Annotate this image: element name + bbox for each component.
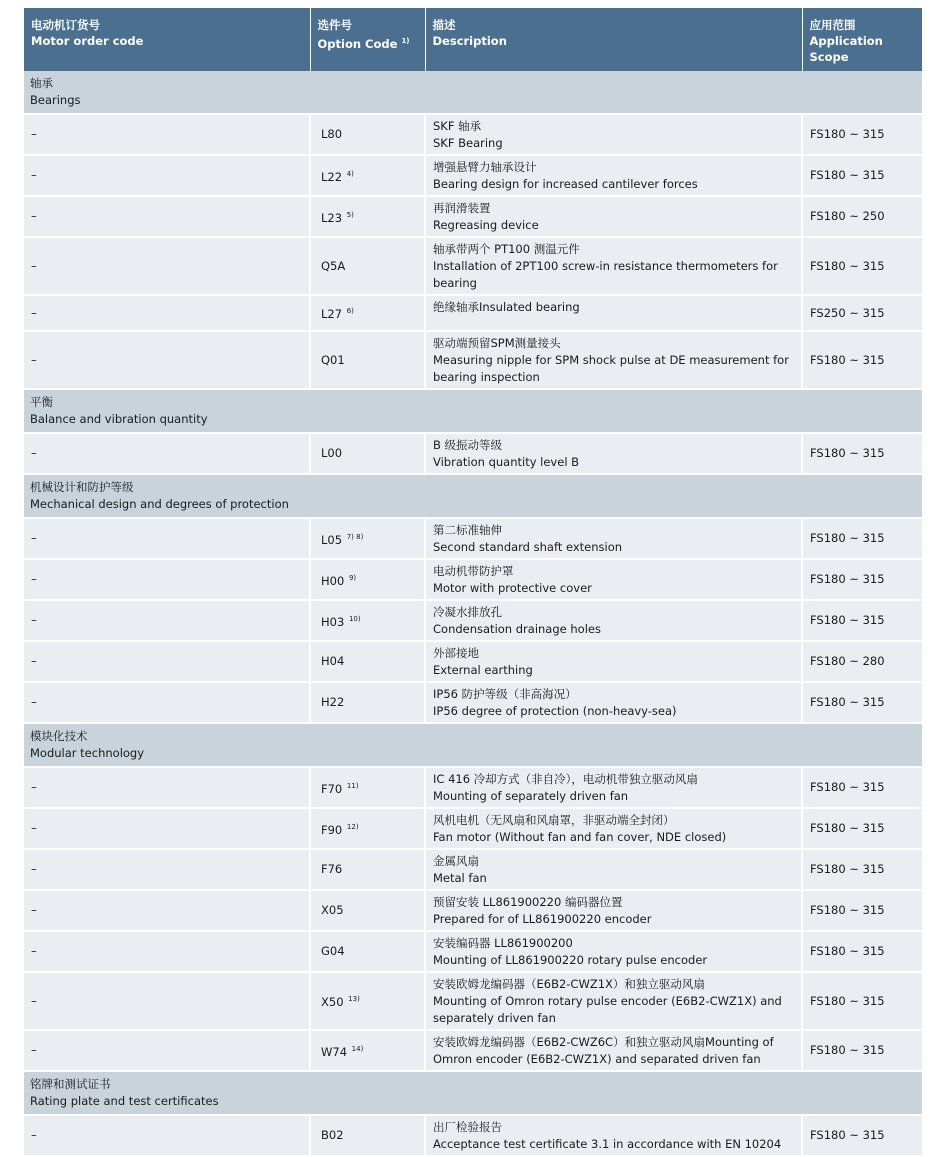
description-line: 金属风扇 xyxy=(433,854,479,868)
option-code-cell xyxy=(310,972,425,1030)
table-row xyxy=(24,1115,922,1156)
description-cell xyxy=(425,767,802,808)
motor-order-code-cell: – xyxy=(24,767,310,808)
description-line: 绝缘轴承Insulated bearing xyxy=(433,300,580,314)
header-col2-en: Option Code xyxy=(317,36,398,51)
application-scope-cell: FS180 ~ 315 xyxy=(802,600,922,641)
application-scope-cell: FS180 ~ 250 xyxy=(802,196,922,237)
motor-order-code-cell: – xyxy=(24,808,310,849)
description-line: 电动机带防护罩 xyxy=(433,564,514,578)
application-scope-cell: FS180 ~ 315 xyxy=(802,767,922,808)
description-line: Metal fan xyxy=(433,871,487,885)
option-code: L05 xyxy=(321,532,343,547)
option-code: L23 xyxy=(321,210,343,225)
table-row xyxy=(24,518,922,559)
description-line: Prepared for of LL861900220 encoder xyxy=(433,912,652,926)
description-line: Vibration quantity level B xyxy=(433,455,580,469)
motor-order-code-cell: – xyxy=(24,890,310,931)
header-application-scope xyxy=(802,8,922,71)
footnote-reference: 14) xyxy=(351,1044,364,1053)
description-line: 安装编码器 LL861900200 xyxy=(433,936,573,950)
description-line: Mounting of LL861900220 rotary pulse encoder xyxy=(433,953,708,967)
section-title-en: Bearings xyxy=(30,93,81,107)
section-title-en: Balance and vibration quantity xyxy=(30,412,208,426)
section-header-row xyxy=(24,71,922,114)
description-line: Motor with protective cover xyxy=(433,581,592,595)
description-line: Fan motor (Without fan and fan cover, NDE closed) xyxy=(433,830,727,844)
option-code-cell xyxy=(310,433,425,474)
application-scope-cell: FS180 ~ 315 xyxy=(802,931,922,972)
section-header-row xyxy=(24,723,922,767)
description-line: 冷凝水排放孔 xyxy=(433,605,502,619)
motor-order-code-cell: – xyxy=(24,433,310,474)
motor-order-code-cell: – xyxy=(24,295,310,331)
option-code-cell xyxy=(310,1030,425,1071)
description-cell xyxy=(425,682,802,723)
description-cell xyxy=(425,1115,802,1156)
option-code: H00 xyxy=(321,573,345,588)
option-code: X50 xyxy=(321,994,344,1009)
option-code: F90 xyxy=(321,822,343,837)
description-line: 第二标准轴伸 xyxy=(433,523,502,537)
application-scope-cell: FS180 ~ 315 xyxy=(802,849,922,890)
header-col2-note: 1) xyxy=(401,37,410,45)
option-code-cell xyxy=(310,114,425,155)
description-line: 再润滑装置 xyxy=(433,201,491,215)
application-scope-cell: FS180 ~ 315 xyxy=(802,1030,922,1071)
header-col4-en: Application Scope xyxy=(809,34,883,64)
header-option-code xyxy=(310,8,425,71)
section-title xyxy=(24,71,922,114)
section-title-zh: 模块化技术 xyxy=(30,729,88,743)
description-line: bearing inspection xyxy=(433,370,540,384)
description-line: External earthing xyxy=(433,663,533,677)
header-col1-zh: 电动机订货号 xyxy=(31,18,100,32)
application-scope-cell: FS180 ~ 315 xyxy=(802,559,922,600)
application-scope-cell: FS180 ~ 280 xyxy=(802,641,922,682)
section-title-en: Rating plate and test certificates xyxy=(30,1094,219,1108)
description-cell xyxy=(425,114,802,155)
section-title-zh: 铭牌和测试证书 xyxy=(30,1077,111,1091)
motor-order-code-cell: – xyxy=(24,237,310,295)
description-line: bearing xyxy=(433,276,477,290)
description-line: 外部接地 xyxy=(433,646,479,660)
description-cell xyxy=(425,972,802,1030)
motor-order-code-cell: – xyxy=(24,155,310,196)
option-code: B02 xyxy=(321,1128,344,1142)
description-cell xyxy=(425,559,802,600)
description-cell xyxy=(425,331,802,389)
footnote-reference: 12) xyxy=(346,822,359,831)
option-code-cell xyxy=(310,559,425,600)
option-code: F76 xyxy=(321,862,343,876)
table-header-row xyxy=(24,8,922,71)
application-scope-cell: FS180 ~ 315 xyxy=(802,972,922,1030)
option-code: L80 xyxy=(321,127,343,141)
section-header-row xyxy=(24,1071,922,1115)
footnote-reference: 13) xyxy=(348,995,360,1004)
description-line: Mounting of separately driven fan xyxy=(433,789,629,803)
description-cell xyxy=(425,433,802,474)
description-line: IP56 degree of protection (non-heavy-sea) xyxy=(433,704,677,718)
option-code-cell xyxy=(310,518,425,559)
option-code: W74 xyxy=(321,1044,348,1059)
option-code-cell xyxy=(310,237,425,295)
option-code: Q5A xyxy=(321,258,346,273)
table-row xyxy=(24,600,922,641)
option-code: H04 xyxy=(321,654,345,668)
section-header-row xyxy=(24,389,922,433)
description-line: Regreasing device xyxy=(433,218,539,232)
table-row xyxy=(24,114,922,155)
description-line: separately driven fan xyxy=(433,1011,556,1025)
option-code: L22 xyxy=(321,169,343,184)
motor-order-code-cell: – xyxy=(24,196,310,237)
description-cell xyxy=(425,849,802,890)
option-code-cell xyxy=(310,331,425,389)
section-header-row xyxy=(24,474,922,518)
application-scope-cell: FS180 ~ 315 xyxy=(802,155,922,196)
header-description xyxy=(425,8,802,71)
option-code: H03 xyxy=(321,614,345,629)
option-code: G04 xyxy=(321,944,345,958)
description-cell xyxy=(425,295,802,331)
description-line: Condensation drainage holes xyxy=(433,622,601,636)
description-line: 安装欧姆龙编码器（E6B2-CWZ6C）和独立驱动风扇Mounting of xyxy=(433,1035,774,1049)
options-table-container xyxy=(24,8,922,1157)
table-row xyxy=(24,767,922,808)
header-col1-en: Motor order code xyxy=(31,34,144,48)
motor-order-code-cell: – xyxy=(24,849,310,890)
option-code-cell xyxy=(310,890,425,931)
option-code-cell xyxy=(310,1115,425,1156)
table-row xyxy=(24,682,922,723)
section-title xyxy=(24,1071,922,1115)
description-cell xyxy=(425,931,802,972)
motor-order-code-cell: – xyxy=(24,931,310,972)
description-line: 驱动端预留SPM测量接头 xyxy=(433,336,561,350)
option-code-cell xyxy=(310,295,425,331)
description-line: Omron encoder (E6B2-CWZ1X) and separated driven fan xyxy=(433,1052,761,1066)
header-col3-zh: 描述 xyxy=(432,18,456,32)
description-line: B 级振动等级 xyxy=(433,438,503,452)
table-row xyxy=(24,1030,922,1071)
table-row xyxy=(24,237,922,295)
table-row xyxy=(24,849,922,890)
footnote-reference: 9) xyxy=(348,573,357,582)
option-code-cell xyxy=(310,641,425,682)
description-line: SKF 轴承 xyxy=(433,119,482,133)
table-row xyxy=(24,972,922,1030)
motor-order-code-cell: – xyxy=(24,114,310,155)
description-cell xyxy=(425,641,802,682)
table-row xyxy=(24,196,922,237)
description-line: IP56 防护等级（非高海况） xyxy=(433,687,577,701)
footnote-reference: 6) xyxy=(346,307,354,316)
section-title xyxy=(24,389,922,433)
header-motor-order-code xyxy=(24,8,310,71)
table-row xyxy=(24,155,922,196)
motor-order-code-cell: – xyxy=(24,1115,310,1156)
table-row xyxy=(24,931,922,972)
application-scope-cell: FS180 ~ 315 xyxy=(802,1115,922,1156)
motor-order-code-cell: – xyxy=(24,972,310,1030)
table-row xyxy=(24,808,922,849)
footnote-reference: 11) xyxy=(346,781,359,790)
option-code: Q01 xyxy=(321,352,345,367)
motor-order-code-cell: – xyxy=(24,518,310,559)
footnote-reference: 4) xyxy=(346,169,354,178)
description-cell xyxy=(425,1030,802,1071)
description-cell xyxy=(425,237,802,295)
description-line: Measuring nipple for SPM shock pulse at DE measurement for xyxy=(433,353,789,367)
header-col3-en: Description xyxy=(432,34,507,48)
description-line: Bearing design for increased cantilever forces xyxy=(433,177,698,191)
option-code-cell xyxy=(310,849,425,890)
header-col2-zh: 选件号 xyxy=(317,18,352,32)
section-title-zh: 平衡 xyxy=(30,395,53,409)
motor-order-code-cell: – xyxy=(24,331,310,389)
description-cell xyxy=(425,155,802,196)
option-code-cell xyxy=(310,682,425,723)
application-scope-cell: FS250 ~ 315 xyxy=(802,295,922,331)
option-code-cell xyxy=(310,155,425,196)
option-code-cell xyxy=(310,600,425,641)
description-cell xyxy=(425,808,802,849)
section-title-en: Mechanical design and degrees of protection xyxy=(30,497,289,511)
table-row xyxy=(24,433,922,474)
description-line: 风机电机（无风扇和风扇罩，非驱动端全封闭） xyxy=(433,813,675,827)
description-line: Installation of 2PT100 screw-in resistance thermometers for xyxy=(433,259,778,273)
section-title xyxy=(24,723,922,767)
motor-order-code-cell: – xyxy=(24,559,310,600)
option-code: H22 xyxy=(321,695,345,709)
section-title-zh: 机械设计和防护等级 xyxy=(30,480,134,494)
description-line: Acceptance test certificate 3.1 in accordance with EN 10204 xyxy=(433,1137,782,1151)
section-title-zh: 轴承 xyxy=(30,76,53,90)
option-code-cell xyxy=(310,931,425,972)
description-line: 增强悬臂力轴承设计 xyxy=(433,160,537,174)
application-scope-cell: FS180 ~ 315 xyxy=(802,331,922,389)
application-scope-cell: FS180 ~ 315 xyxy=(802,808,922,849)
description-line: Second standard shaft extension xyxy=(433,540,623,554)
table-row xyxy=(24,641,922,682)
description-cell xyxy=(425,196,802,237)
table-row xyxy=(24,559,922,600)
description-cell xyxy=(425,600,802,641)
footnote-reference: 7) 8) xyxy=(346,532,364,541)
application-scope-cell: FS180 ~ 315 xyxy=(802,890,922,931)
description-line: 预留安装 LL861900220 编码器位置 xyxy=(433,895,623,909)
description-line: IC 416 冷却方式（非自冷），电动机带独立驱动风扇 xyxy=(433,772,698,786)
footnote-reference: 10) xyxy=(348,614,361,623)
option-code-cell xyxy=(310,767,425,808)
description-line: SKF Bearing xyxy=(433,136,503,150)
table-row xyxy=(24,331,922,389)
motor-order-code-cell: – xyxy=(24,641,310,682)
motor-order-code-cell: – xyxy=(24,1030,310,1071)
motor-order-code-cell: – xyxy=(24,600,310,641)
description-line: Mounting of Omron rotary pulse encoder (E6B2-CWZ1X) and xyxy=(433,994,782,1008)
description-line: 出厂检验报告 xyxy=(433,1120,502,1134)
table-row xyxy=(24,890,922,931)
application-scope-cell: FS180 ~ 315 xyxy=(802,433,922,474)
motor-options-table xyxy=(24,8,922,1157)
option-code: L00 xyxy=(321,446,343,460)
section-title-en: Modular technology xyxy=(30,746,145,760)
option-code: X05 xyxy=(321,903,344,917)
description-line: 安装欧姆龙编码器（E6B2-CWZ1X）和独立驱动风扇 xyxy=(433,977,705,991)
table-row xyxy=(24,295,922,331)
option-code-cell xyxy=(310,808,425,849)
footnote-reference: 5) xyxy=(346,210,354,219)
header-col4-zh: 应用范围 xyxy=(809,18,856,32)
application-scope-cell: FS180 ~ 315 xyxy=(802,682,922,723)
section-title xyxy=(24,474,922,518)
application-scope-cell: FS180 ~ 315 xyxy=(802,237,922,295)
option-code: F70 xyxy=(321,781,343,796)
option-code: L27 xyxy=(321,306,343,321)
table-body xyxy=(24,71,922,1156)
description-cell xyxy=(425,518,802,559)
description-cell xyxy=(425,890,802,931)
description-line: 轴承带两个 PT100 测温元件 xyxy=(433,242,580,256)
option-code-cell xyxy=(310,196,425,237)
application-scope-cell: FS180 ~ 315 xyxy=(802,114,922,155)
application-scope-cell: FS180 ~ 315 xyxy=(802,518,922,559)
motor-order-code-cell: – xyxy=(24,682,310,723)
